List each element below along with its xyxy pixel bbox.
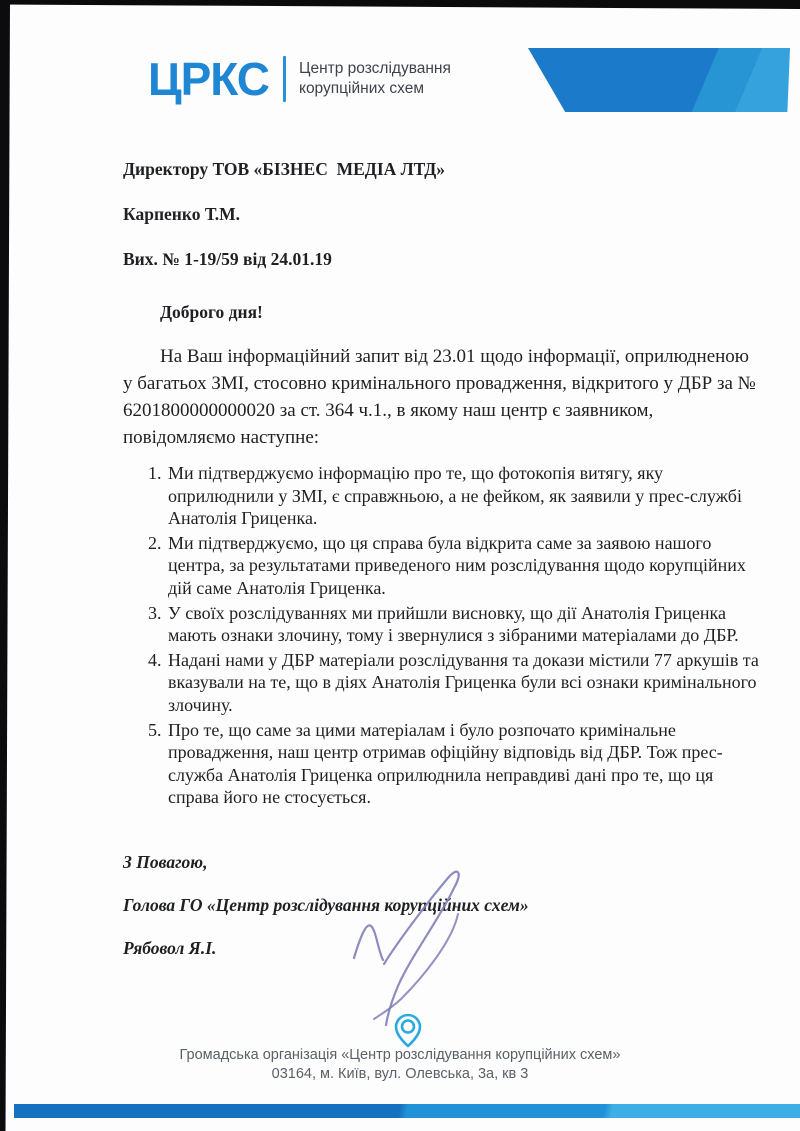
greeting: Доброго дня! [160,302,263,322]
closing-salutation: З Повагою, [123,851,208,872]
footer-band-graphic [14,1104,800,1118]
scan-artifact-left-edge [0,0,10,1131]
list-item: 1. Ми підтверджуємо інформацію про те, що фотокопія витягу, яку оприлюднили у ЗМІ, є справжньою, а не фейком, як заявили у прес-службі Анатолія Гриценка. [166,462,766,530]
intro-paragraph: На Ваш інформаційний запит від 23.01 щодо інформації, оприлюдненою у багатьох ЗМІ, стосовно кримінального провадження, відкритого у ДБР за № 6201800000000020 за ст. 364 ч.1., в якому наш центр є заявником, повідомляємо наступне: [123,346,756,448]
logo-org-name-line2: корупційних схем [298,80,425,97]
list-item: 4. Надані нами у ДБР матеріали розслідування та докази містили 77 аркушів та вказували на те, що в діях Анатолія Гриценка були всі ознаки кримінального злочину. [166,649,766,717]
logo-divider [283,56,286,102]
logo-acronym: ЦРКС [148,53,269,105]
footer-address-line: 03164, м. Київ, вул. Олевська, 3а, кв 3 [271,1066,529,1082]
location-pin-icon [392,1012,424,1050]
closing-name: Рябовол Я.І. [123,937,217,958]
list-item: 5. Про те, що саме за цими матеріалам і було розпочато кримінальне провадження, наш центр отримав офіційну відповідь від ДБР. Тож прес-служба Анатолія Гриценка оприлюднила неправдиві дані про те, що ця справа його не стосується. [166,719,766,809]
list-item: 3. У своїх розслідуваннях ми прийшли висновку, що дії Анатолія Гриценка мають ознаки злочину, тому і звернулися з зібраними матеріалами до ДБР. [166,602,766,647]
footer [0,1046,800,1084]
logo-org-name [299,59,451,99]
closing-title: Голова ГО «Центр розслідування корупційних схем» [123,894,529,915]
scan-artifact-top-edge [0,0,800,10]
numbered-list [123,462,766,809]
footer-org-line: Громадська організація «Центр розслідування корупційних схем» [179,1047,621,1063]
list-item: 2. Ми підтверджуємо, що ця справа була відкрита саме за заявою нашого центра, за результатами приведеного ним розслідування щодо корупційних дій саме Анатолія Гриценка. [166,532,766,600]
organization-logo [148,53,451,105]
logo-org-name-line1: Центр розслідування [298,59,451,77]
outgoing-ref-number: Вих. № 1-19/59 від 24.01.19 [123,249,332,269]
recipient-line: Директору ТОВ «БІЗНЕС МЕДІА ЛТД» [123,159,446,179]
handwritten-signature [340,858,490,1033]
header-ribbon-graphic [528,48,790,112]
recipient-name: Карпенко Т.М. [123,204,241,224]
